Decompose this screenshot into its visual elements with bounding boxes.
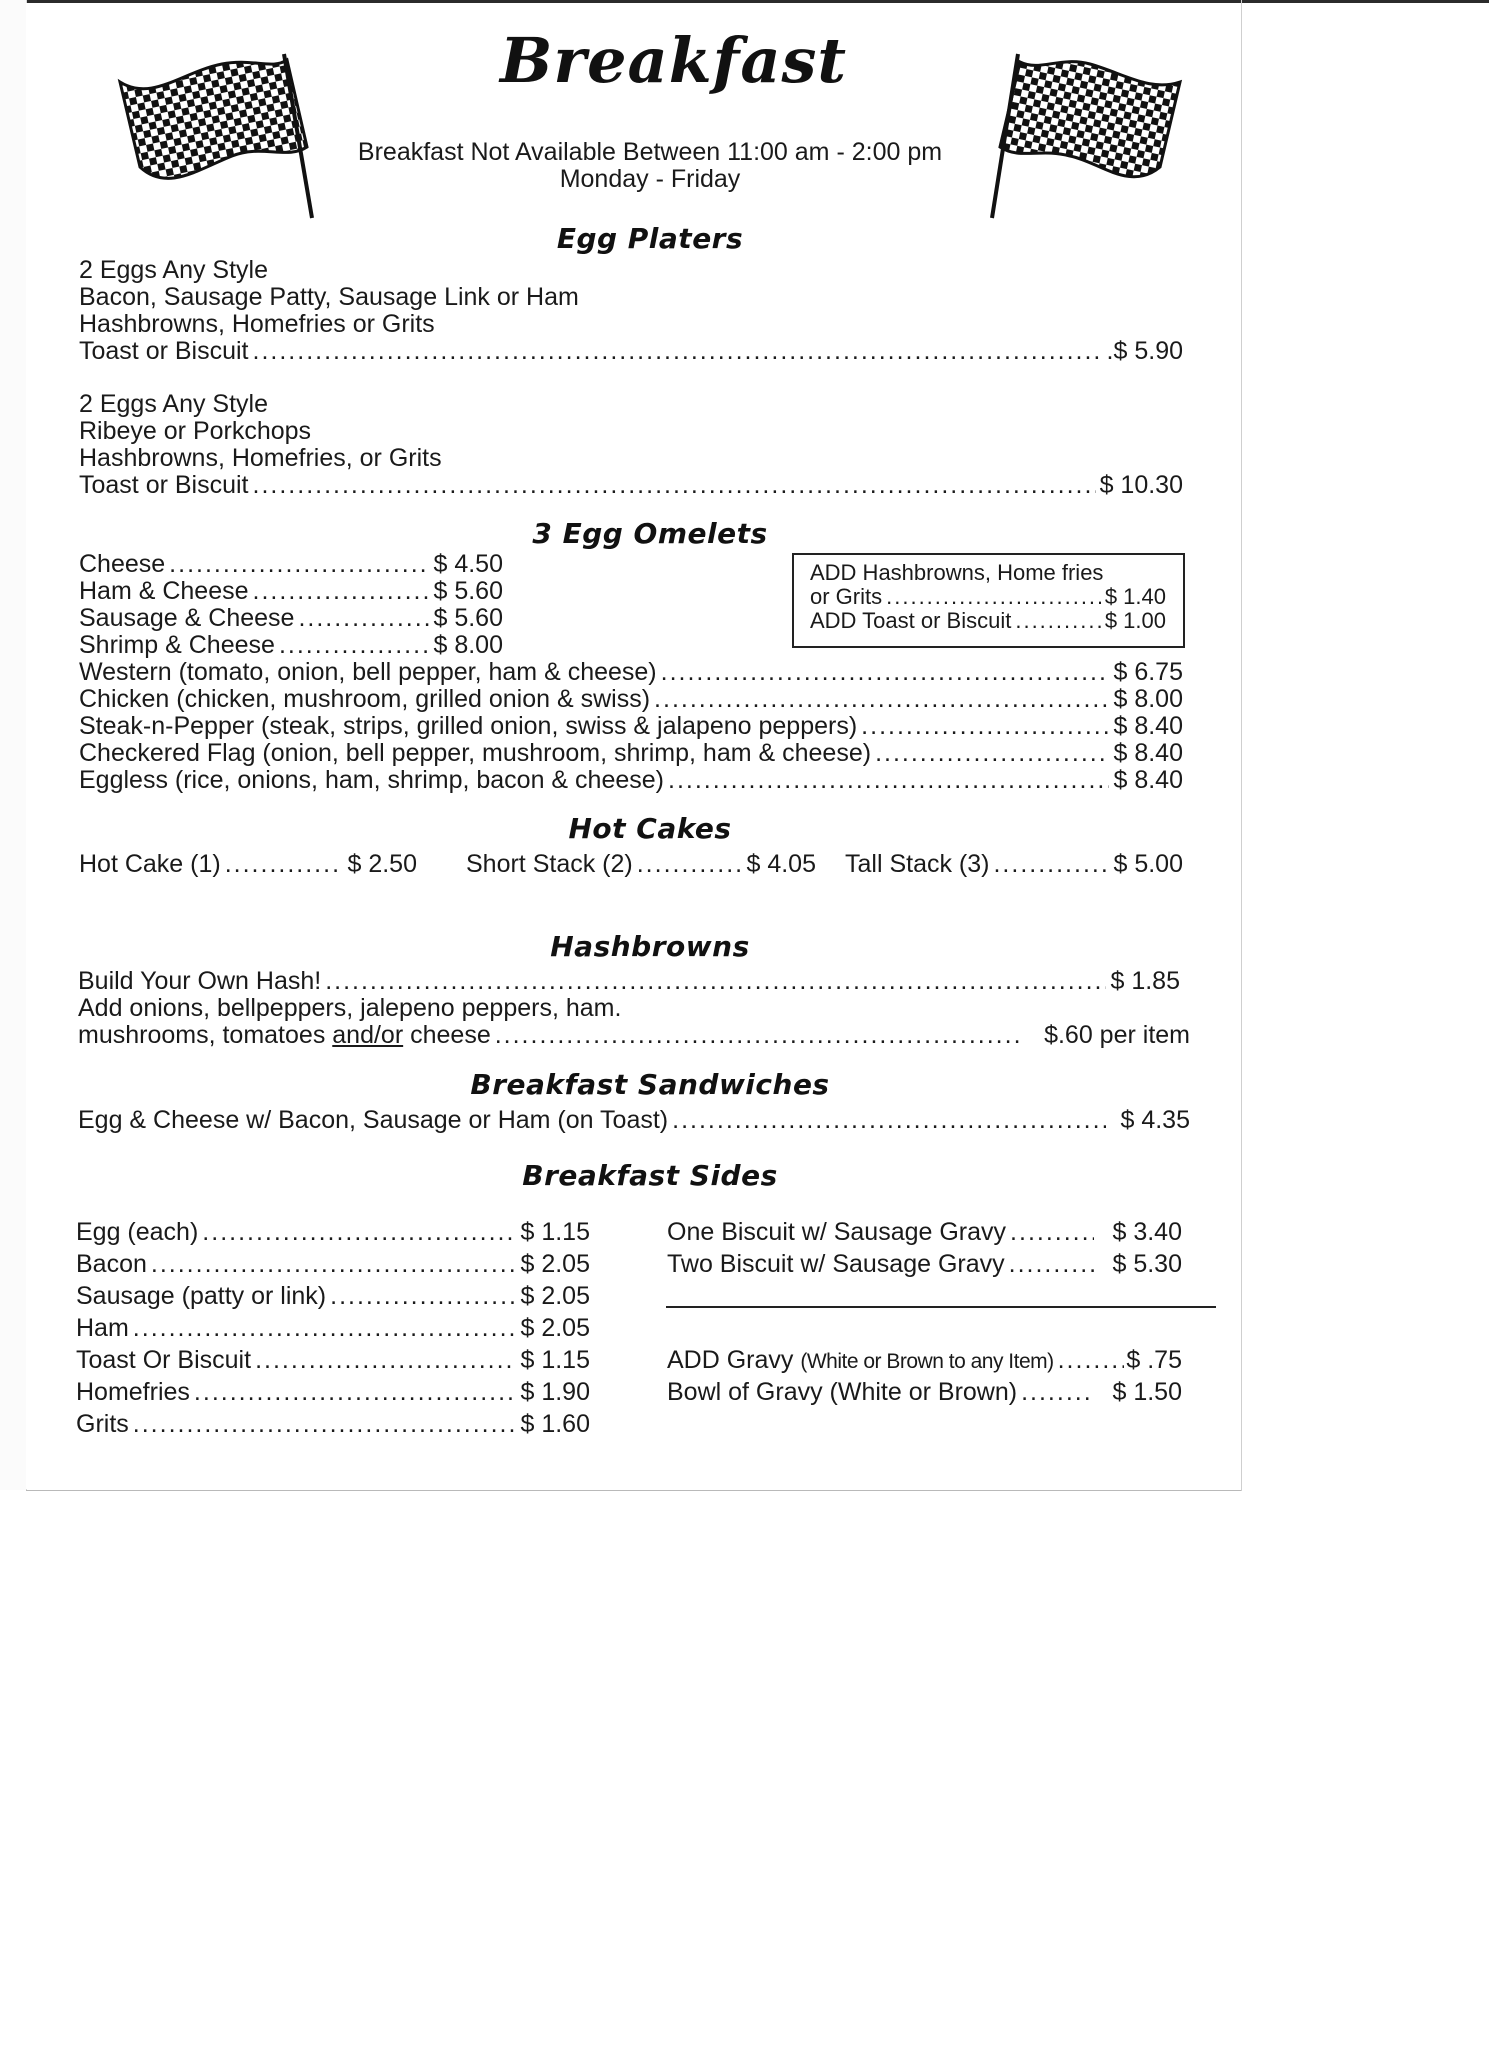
omelet-price: $ 8.40 — [1113, 766, 1183, 794]
side-price: $ 2.05 — [520, 1282, 590, 1310]
add-ons-label: ADD Toast or Biscuit — [810, 608, 1012, 633]
side-name: Homefries — [76, 1378, 190, 1406]
gravy-add-label: ADD Gravy (White or Brown to any Item) — [667, 1346, 1054, 1374]
plater-2-line: 2 Eggs Any Style — [79, 390, 269, 418]
hot-cake-price: $ 5.00 — [1113, 850, 1183, 878]
hash-item — [78, 968, 1180, 995]
dot-leader — [661, 659, 1110, 686]
gravy-bowl-price: $ 1.50 — [1112, 1378, 1182, 1406]
section-heading-hashbrowns: Hashbrowns — [550, 930, 750, 963]
side-name: Bacon — [76, 1250, 147, 1278]
hot-cake-price: $ 2.50 — [347, 850, 417, 878]
section-heading-sandwiches: Breakfast Sandwiches — [470, 1068, 830, 1101]
sandwich-item — [78, 1107, 1190, 1134]
dot-leader — [668, 767, 1109, 794]
omelet-price: $ 4.50 — [433, 550, 503, 578]
hot-cake-price: $ 4.05 — [746, 850, 816, 878]
omelet-item — [79, 713, 1183, 740]
omelet-item — [79, 578, 503, 605]
add-ons-price: $ 1.00 — [1104, 608, 1166, 633]
checkered-flag-icon — [112, 52, 322, 222]
dot-leader — [886, 585, 1101, 609]
omelet-item — [79, 740, 1183, 767]
omelet-price: $ 8.40 — [1113, 712, 1183, 740]
omelet-item — [79, 551, 503, 578]
side-name: Ham — [76, 1314, 129, 1342]
hash-add-ons: Add onions, bellpeppers, jalepeno peppers, ham. — [78, 994, 622, 1022]
availability-days: Monday - Friday — [559, 165, 741, 193]
gravy-biscuit-name: Two Biscuit w/ Sausage Gravy — [667, 1250, 1005, 1278]
omelet-name: Steak-n-Pepper (steak, strips, grilled onion, swiss & jalapeno peppers) — [79, 712, 858, 740]
dot-leader — [993, 851, 1109, 878]
sandwich-price: $ 4.35 — [1120, 1106, 1190, 1134]
gravy-biscuit-name: One Biscuit w/ Sausage Gravy — [667, 1218, 1007, 1246]
omelet-name: Cheese — [79, 550, 166, 578]
dot-leader — [253, 578, 430, 605]
omelet-name: Checkered Flag (onion, bell pepper, mushroom, shrimp, ham & cheese) — [79, 739, 872, 767]
side-item — [76, 1379, 590, 1406]
side-item — [76, 1251, 590, 1278]
side-item — [76, 1283, 590, 1310]
plater-1-line: Bacon, Sausage Patty, Sausage Link or Ham — [79, 283, 579, 311]
omelet-name: Sausage & Cheese — [79, 604, 295, 632]
dot-leader — [255, 1347, 516, 1374]
dot-leader — [1015, 609, 1100, 633]
gravy-add-row — [667, 1347, 1182, 1376]
dot-leader — [1010, 1219, 1094, 1246]
dot-leader — [654, 686, 1109, 713]
dot-leader — [1009, 1251, 1095, 1278]
side-price: $ 1.15 — [520, 1346, 590, 1374]
gravy-bowl-label: Bowl of Gravy (White or Brown) — [667, 1378, 1018, 1406]
hash-add-ons-price: $.60 per item — [1044, 1021, 1190, 1049]
plater-2-line: Hashbrowns, Homefries, or Grits — [79, 444, 442, 472]
dot-leader — [672, 1107, 1106, 1134]
gravy-biscuit-item — [667, 1219, 1182, 1246]
hot-cake-item — [466, 851, 816, 878]
section-heading-egg-platers: Egg Platers — [556, 222, 744, 255]
hot-cake-name: Hot Cake (1) — [79, 850, 221, 878]
omelet-name: Eggless (rice, onions, ham, shrimp, bacon & cheese) — [79, 766, 664, 794]
side-price: $ 1.60 — [520, 1410, 590, 1438]
menu-title: Breakfast — [500, 24, 848, 97]
hash-add-ons-row — [78, 1022, 1190, 1049]
hash-price: $ 1.85 — [1110, 967, 1180, 995]
omelet-price: $ 8.00 — [1113, 685, 1183, 713]
availability-hours: Breakfast Not Available Between 11:00 am - 2:00 pm — [357, 138, 943, 166]
omelet-price: $ 5.60 — [433, 604, 503, 632]
availability-note — [300, 139, 1000, 193]
hash-add-ons-label: mushrooms, tomatoes and/or cheese — [78, 1021, 491, 1049]
gravy-add-price: $ .75 — [1126, 1346, 1182, 1374]
dot-leader — [169, 551, 429, 578]
omelet-item — [79, 686, 1183, 713]
plater-1-last-line: Toast or Biscuit — [79, 337, 249, 365]
dot-leader — [1058, 1347, 1125, 1374]
dot-leader — [325, 968, 1106, 995]
dot-leader — [194, 1379, 517, 1406]
dot-leader — [225, 851, 344, 878]
dot-leader — [495, 1022, 1022, 1049]
gravy-biscuit-price: $ 5.30 — [1112, 1250, 1182, 1278]
omelet-price: $ 5.60 — [433, 577, 503, 605]
add-ons-toast-row — [810, 609, 1166, 633]
dot-leader — [151, 1251, 517, 1278]
add-ons-box — [792, 553, 1185, 648]
hot-cake-item — [79, 851, 417, 878]
side-item — [76, 1219, 590, 1246]
dot-leader — [279, 632, 430, 659]
dot-leader — [330, 1283, 516, 1310]
sandwich-name: Egg & Cheese w/ Bacon, Sausage or Ham (on Toast) — [78, 1106, 669, 1134]
gravy-biscuit-price: $ 3.40 — [1112, 1218, 1182, 1246]
section-heading-omelets: 3 Egg Omelets — [532, 517, 768, 550]
dot-leader — [861, 713, 1109, 740]
hot-cake-item — [845, 851, 1183, 878]
hot-cake-name: Tall Stack (3) — [845, 850, 990, 878]
plater-2-price-row — [79, 472, 1183, 499]
omelet-name: Shrimp & Cheese — [79, 631, 275, 659]
plater-1-price-row — [79, 338, 1183, 365]
side-name: Sausage (patty or link) — [76, 1282, 327, 1310]
dot-leader — [1021, 1379, 1094, 1406]
omelet-item — [79, 767, 1183, 794]
dot-leader — [875, 740, 1109, 767]
side-item — [76, 1411, 590, 1438]
dot-leader — [637, 851, 743, 878]
plater-1-price: .$ 5.90 — [1106, 337, 1183, 365]
omelet-item — [79, 605, 503, 632]
add-ons-line: ADD Hashbrowns, Home fries — [810, 560, 1104, 585]
add-ons-label: or Grits — [810, 584, 883, 609]
gravy-biscuit-item — [667, 1251, 1182, 1278]
omelet-price: $ 8.00 — [433, 631, 503, 659]
omelet-name: Western (tomato, onion, bell pepper, ham & cheese) — [79, 658, 657, 686]
section-heading-hot-cakes: Hot Cakes — [568, 812, 732, 845]
dot-leader — [298, 605, 429, 632]
side-item — [76, 1347, 590, 1374]
side-price: $ 1.15 — [520, 1218, 590, 1246]
dot-leader — [133, 1411, 517, 1438]
side-name: Grits — [76, 1410, 129, 1438]
omelet-item — [79, 659, 1183, 686]
plater-2-price: $ 10.30 — [1099, 471, 1183, 499]
side-item — [76, 1315, 590, 1342]
plater-2-line: Ribeye or Porkchops — [79, 417, 312, 445]
divider-line — [666, 1306, 1216, 1308]
dot-leader — [253, 472, 1096, 499]
plater-1-line: Hashbrowns, Homefries or Grits — [79, 310, 435, 338]
side-name: Toast Or Biscuit — [76, 1346, 252, 1374]
omelet-name: Ham & Cheese — [79, 577, 249, 605]
omelet-item — [79, 632, 503, 659]
side-price: $ 2.05 — [520, 1314, 590, 1342]
dot-leader — [133, 1315, 517, 1342]
add-ons-price: $ 1.40 — [1104, 584, 1166, 609]
checkered-flag-icon — [980, 52, 1190, 222]
omelet-price: $ 8.40 — [1113, 739, 1183, 767]
section-heading-sides: Breakfast Sides — [522, 1159, 778, 1192]
plater-1-line: 2 Eggs Any Style — [79, 256, 269, 284]
side-price: $ 1.90 — [520, 1378, 590, 1406]
hash-name: Build Your Own Hash! — [78, 967, 322, 995]
add-ons-grits-row — [810, 585, 1166, 609]
side-name: Egg (each) — [76, 1218, 199, 1246]
hot-cake-name: Short Stack (2) — [466, 850, 633, 878]
plater-2-last-line: Toast or Biscuit — [79, 471, 249, 499]
gravy-bowl-row — [667, 1379, 1182, 1406]
omelet-price: $ 6.75 — [1113, 658, 1183, 686]
omelet-name: Chicken (chicken, mushroom, grilled onion & swiss) — [79, 685, 651, 713]
dot-leader — [253, 338, 1103, 365]
side-price: $ 2.05 — [520, 1250, 590, 1278]
dot-leader — [202, 1219, 516, 1246]
